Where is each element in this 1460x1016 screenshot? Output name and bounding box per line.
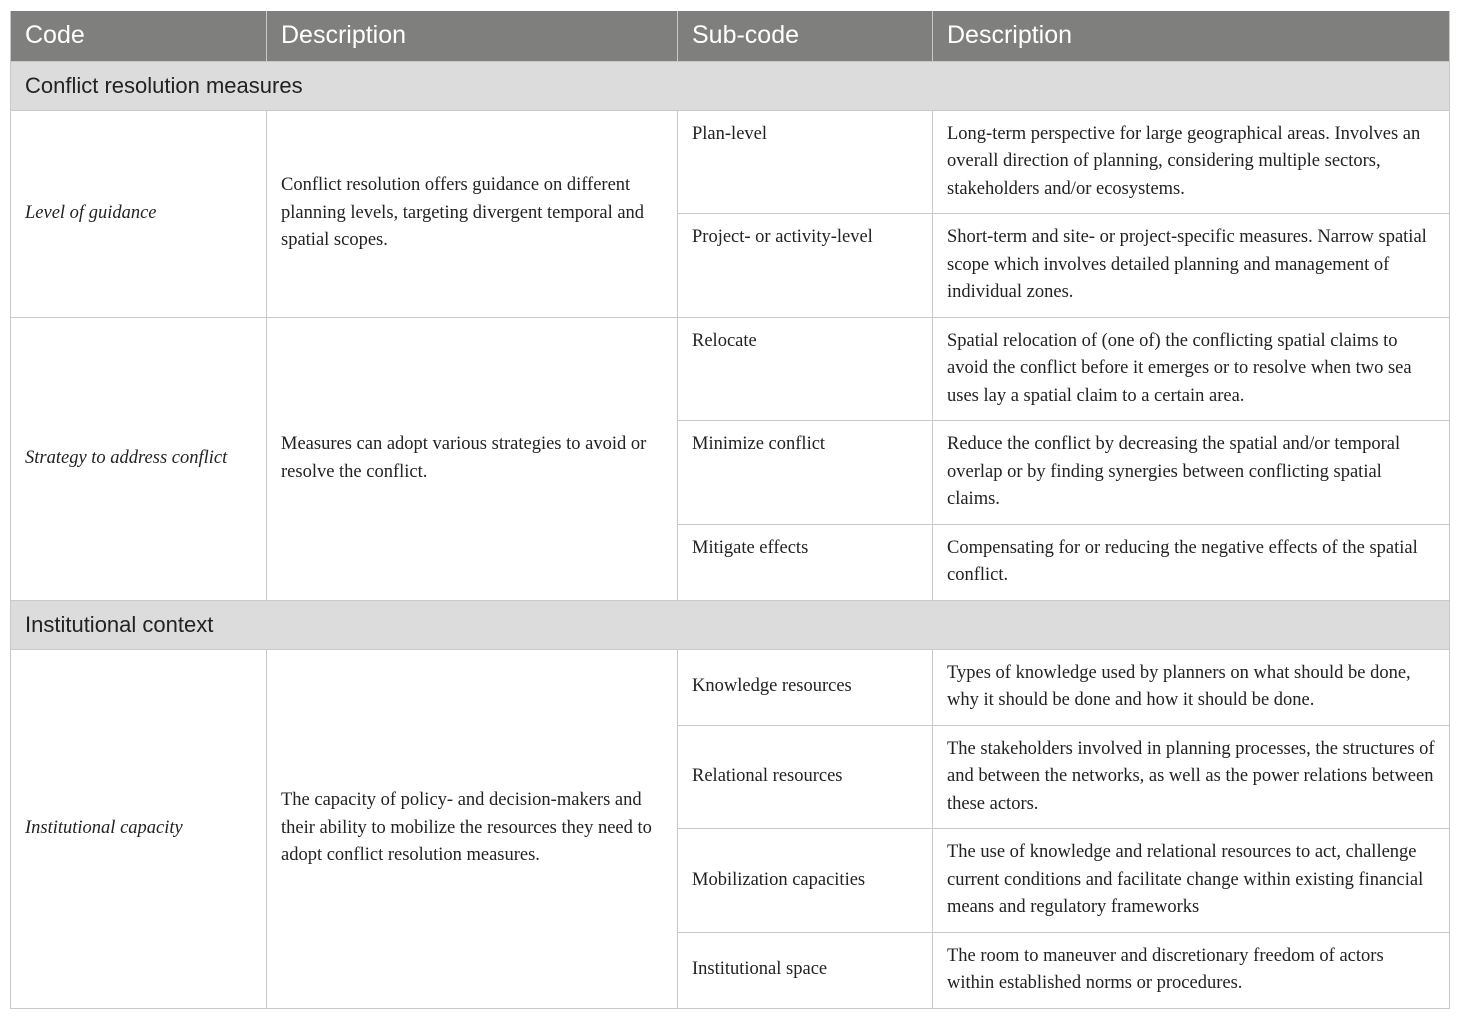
header-description: Description bbox=[267, 11, 678, 61]
subcode-cell: Minimize conflict bbox=[678, 421, 933, 525]
table-body bbox=[11, 61, 1450, 1008]
subcode-cell: Relational resources bbox=[678, 725, 933, 829]
section-title: Institutional context bbox=[11, 600, 1450, 649]
header-sub-code: Sub-code bbox=[678, 11, 933, 61]
code-description-cell: Conflict resolution offers guidance on different planning levels, targeting divergent temporal and spatial scopes. bbox=[267, 110, 678, 317]
table-row bbox=[11, 649, 1450, 725]
code-description-cell: Measures can adopt various strategies to avoid or resolve the conflict. bbox=[267, 317, 678, 600]
section-title: Conflict resolution measures bbox=[11, 61, 1450, 110]
coding-table bbox=[10, 11, 1450, 1009]
subcode-description-cell: Compensating for or reducing the negative effects of the spatial conflict. bbox=[933, 524, 1450, 600]
header-row bbox=[11, 11, 1450, 61]
subcode-description-cell: The stakeholders involved in planning processes, the structures of and between the networks, as well as the power relations between these actors. bbox=[933, 725, 1450, 829]
subcode-description-cell: Reduce the conflict by decreasing the spatial and/or temporal overlap or by finding synergies between conflicting spatial claims. bbox=[933, 421, 1450, 525]
header-sub-description: Description bbox=[933, 11, 1450, 61]
subcode-description-cell: Types of knowledge used by planners on what should be done, why it should be done and how it should be done. bbox=[933, 649, 1450, 725]
subcode-cell: Knowledge resources bbox=[678, 649, 933, 725]
section-row-institutional-context bbox=[11, 600, 1450, 649]
code-description-cell: The capacity of policy- and decision-makers and their ability to mobilize the resources they need to adopt conflict resolution measures. bbox=[267, 649, 678, 1008]
subcode-cell: Mobilization capacities bbox=[678, 829, 933, 933]
subcode-cell: Institutional space bbox=[678, 932, 933, 1008]
subcode-description-cell: Spatial relocation of (one of) the conflicting spatial claims to avoid the conflict before it emerges or to resolve when two sea uses lay a spatial claim to a certain area. bbox=[933, 317, 1450, 421]
coding-table-container bbox=[10, 11, 1449, 1009]
subcode-cell: Project- or activity-level bbox=[678, 214, 933, 318]
subcode-description-cell: Short-term and site- or project-specific measures. Narrow spatial scope which involves detailed planning and management of individual zones. bbox=[933, 214, 1450, 318]
header-code: Code bbox=[11, 11, 267, 61]
code-cell: Institutional capacity bbox=[11, 649, 267, 1008]
table-row bbox=[11, 110, 1450, 214]
subcode-cell: Relocate bbox=[678, 317, 933, 421]
table-row bbox=[11, 317, 1450, 421]
subcode-description-cell: The room to maneuver and discretionary freedom of actors within established norms or procedures. bbox=[933, 932, 1450, 1008]
subcode-description-cell: The use of knowledge and relational resources to act, challenge current conditions and facilitate change within existing financial means and regulatory frameworks bbox=[933, 829, 1450, 933]
table-header bbox=[11, 11, 1450, 61]
code-cell: Level of guidance bbox=[11, 110, 267, 317]
section-row-conflict-resolution bbox=[11, 61, 1450, 110]
subcode-cell: Plan-level bbox=[678, 110, 933, 214]
subcode-description-cell: Long-term perspective for large geographical areas. Involves an overall direction of planning, considering multiple sectors, stakeholders and/or ecosystems. bbox=[933, 110, 1450, 214]
subcode-cell: Mitigate effects bbox=[678, 524, 933, 600]
code-cell: Strategy to address conflict bbox=[11, 317, 267, 600]
